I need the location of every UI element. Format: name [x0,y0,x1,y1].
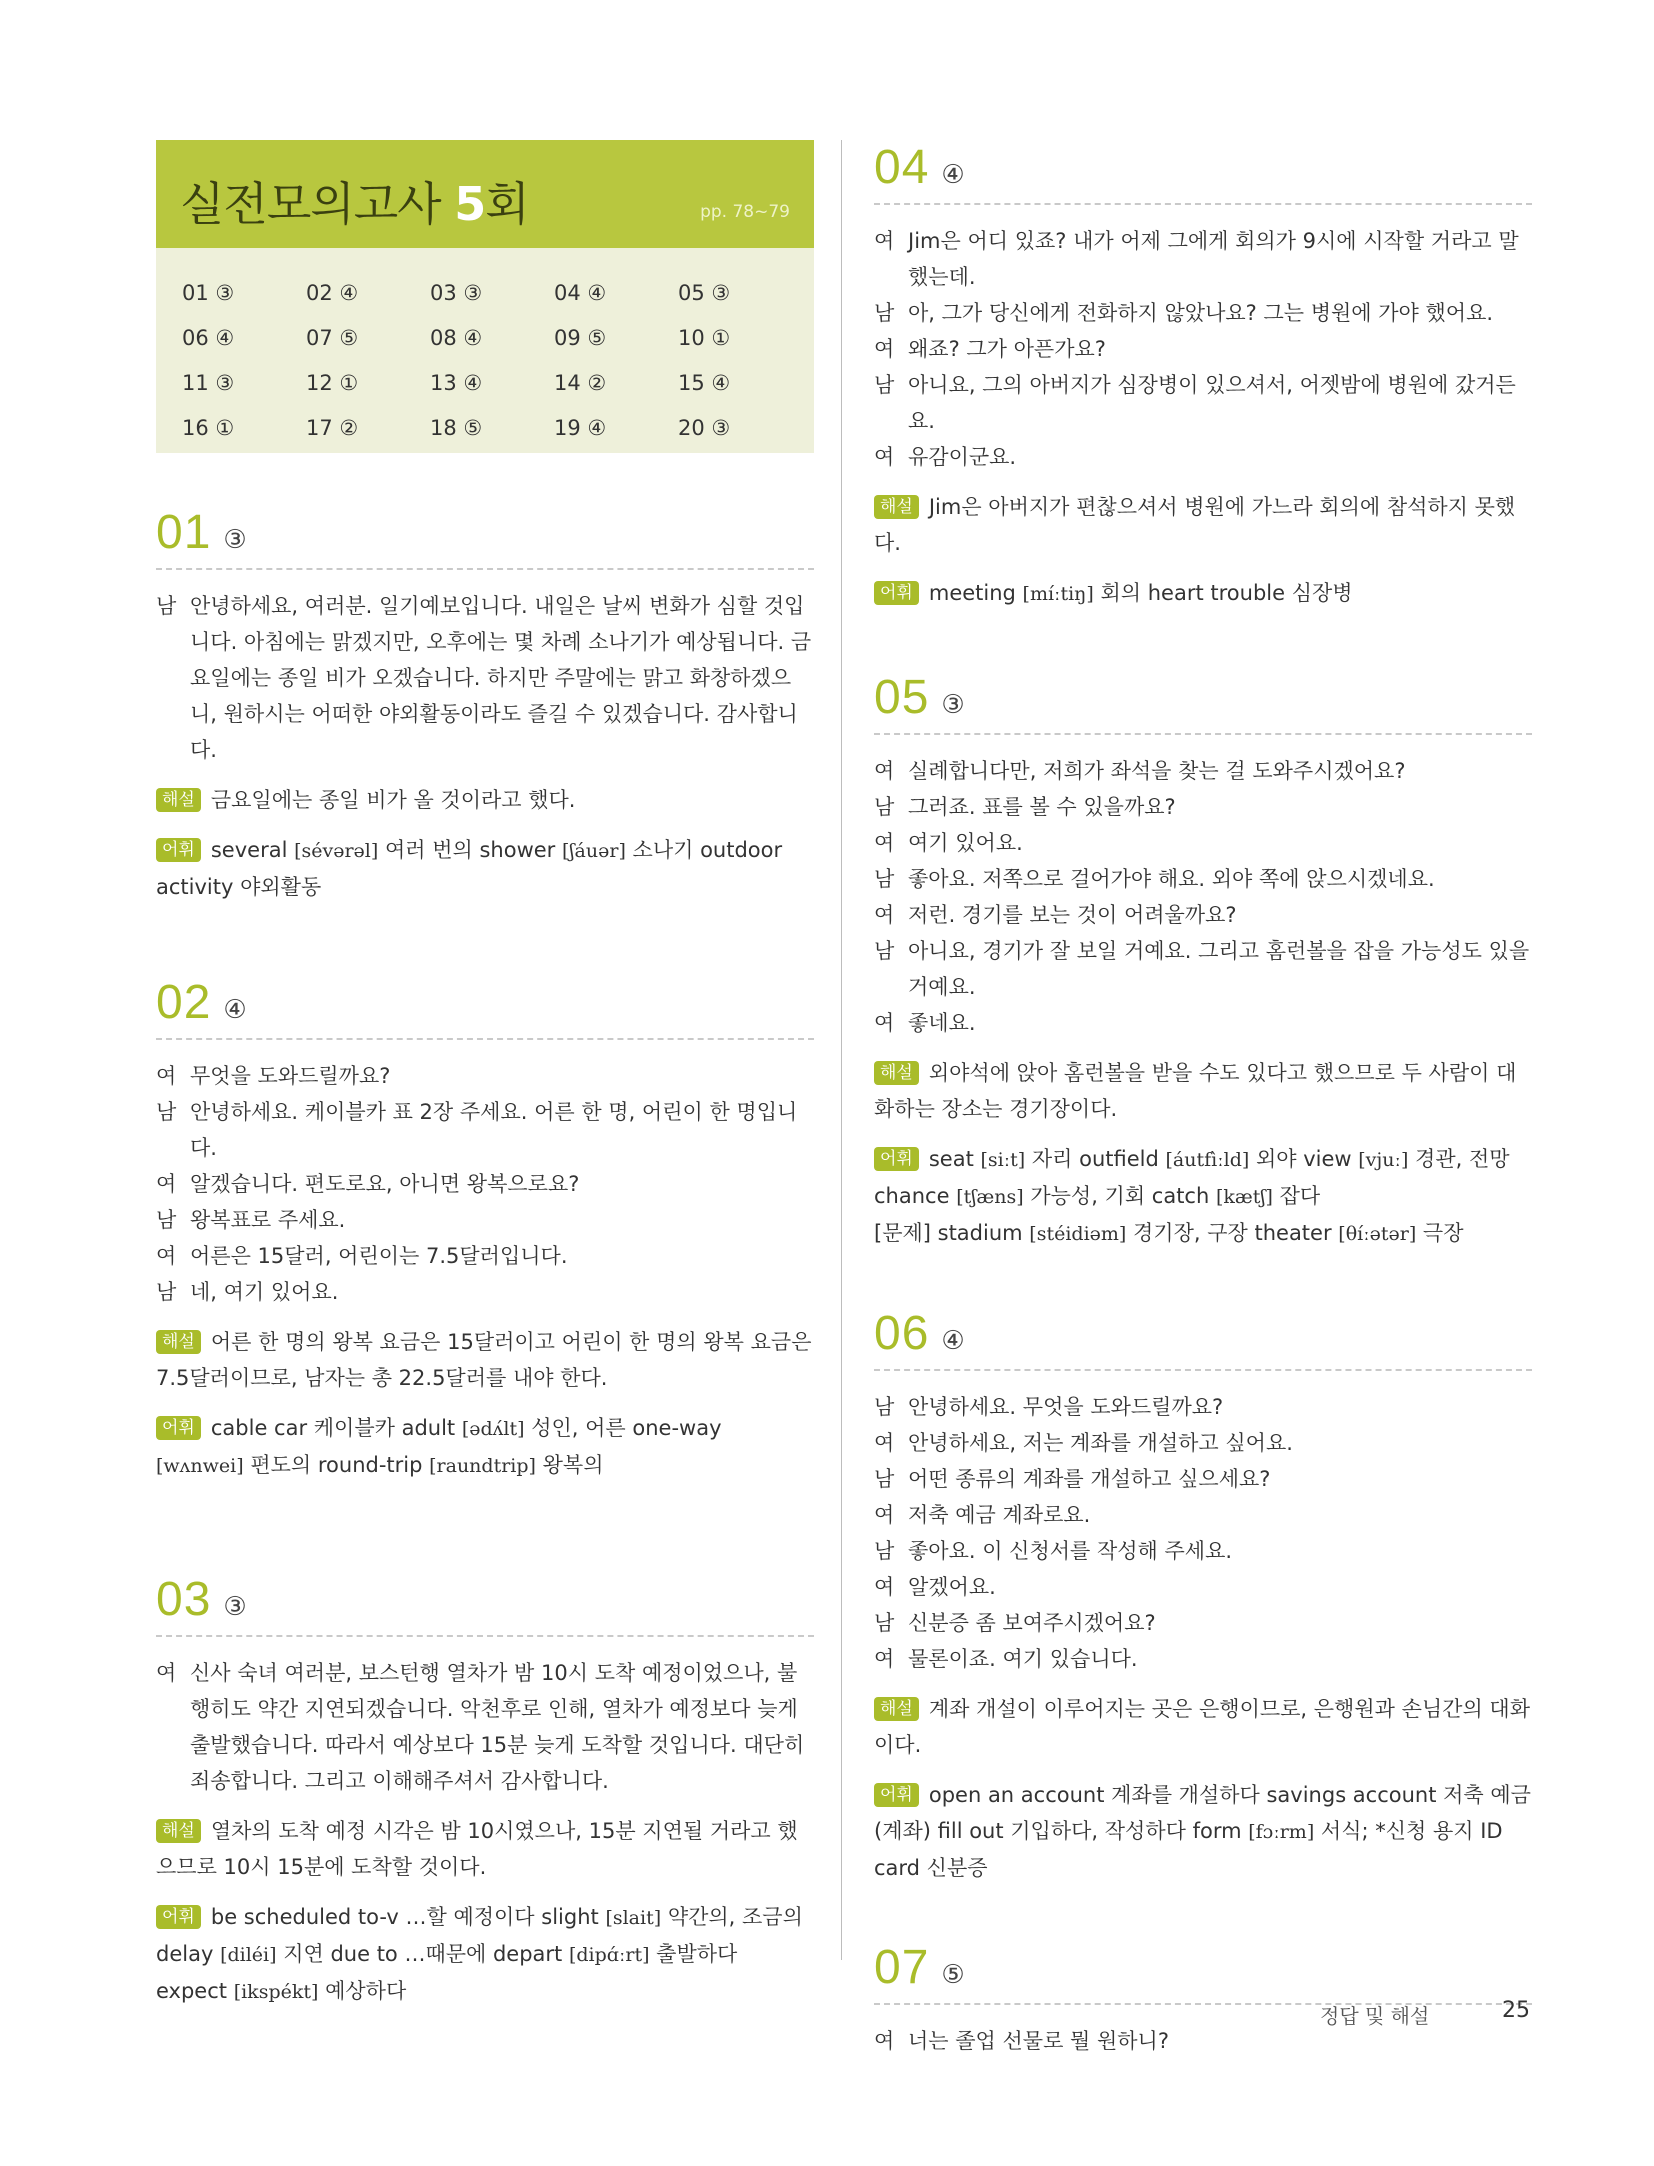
vocab-text: 지연 due to …때문에 depart [276,1942,569,1966]
explanation-text: 계좌 개설이 이루어지는 곳은 은행이므로, 은행원과 손님간의 대화이다. [874,1697,1530,1757]
speaker: 여 [156,1244,177,1268]
utterance: 신분증 좀 보여주시겠어요? [908,1611,1156,1635]
dashed-rule [874,203,1532,205]
utterance: 아니요, 그의 아버지가 심장병이 있으셔서, 어젯밤에 병원에 갔거든요. [908,373,1516,433]
answer-key-cell: 01 ③ [182,280,235,305]
phonetic: [sévərəl] [294,840,379,862]
speaker: 여 [874,1647,895,1671]
phonetic: [slait] [605,1907,662,1929]
dialogue-line [874,295,1532,331]
speaker: 남 [874,1395,895,1419]
utterance: 아니요, 경기가 잘 보일 거예요. 그리고 홈런볼을 잡을 가능성도 있을 거예요. [908,939,1530,999]
utterance: 물론이죠. 여기 있습니다. [908,1647,1138,1671]
phonetic: [vjuː] [1358,1149,1409,1171]
vocab-text: 외야 view [1249,1147,1359,1171]
question-answer: ④ [223,995,247,1025]
answer-key-cell: 04 ④ [554,280,607,305]
answer-key-cell: 17 ② [306,415,359,440]
dialogue-line [156,1166,814,1202]
utterance: 어떤 종류의 계좌를 개설하고 싶으세요? [908,1467,1271,1491]
dialogue-line [874,825,1532,861]
vocabulary-tag: 어휘 [874,1783,919,1807]
explanation-tag: 해설 [156,1819,201,1843]
question-heading [874,140,1532,195]
vocabulary-tag: 어휘 [156,1416,201,1440]
answer-key-cell: 08 ④ [430,325,483,350]
vocabulary-tag: 어휘 [156,1905,201,1929]
vocab-text: 경기장, 구장 theater [1126,1221,1339,1245]
explanation-text: 금요일에는 종일 비가 올 것이라고 했다. [210,788,576,812]
vocab-text: 자리 outfield [1025,1147,1166,1171]
dashed-rule [874,1369,1532,1371]
vocab-text: 예상하다 [318,1979,407,2003]
question-number: 02 [156,976,212,1029]
dashed-rule [156,568,814,570]
utterance: 저축 예금 계좌로요. [908,1503,1091,1527]
explanation-tag: 해설 [156,788,201,812]
answer-key-cell: 20 ③ [678,415,731,440]
dialogue-line [874,789,1532,825]
vocab-text: 성인, 어른 one-way [524,1416,722,1440]
phonetic: [fɔːrm] [1248,1821,1315,1843]
utterance: 무엇을 도와드릴까요? [190,1064,391,1088]
answer-key-cell: 15 ④ [678,370,731,395]
question-number: 03 [156,1573,212,1626]
explanation [156,1813,814,1885]
question-answer: ⑤ [941,1960,965,1990]
dashed-rule [156,1635,814,1637]
speaker: 여 [156,1172,177,1196]
utterance: 안녕하세요. 케이블카 표 2장 주세요. 어른 한 명, 어린이 한 명입니다. [190,1100,798,1160]
speaker: 남 [874,1539,895,1563]
dialogue-line [874,1605,1532,1641]
question-number: 05 [874,671,930,724]
answer-key-cell: 07 ⑤ [306,325,359,350]
answer-key-row [182,270,802,315]
utterance: 왜죠? 그가 아픈가요? [908,337,1106,361]
utterance: 여기 있어요. [908,831,1023,855]
dialogue-line [156,1655,814,1799]
answer-key-cell: 18 ⑤ [430,415,483,440]
question-07 [874,1940,1532,2059]
explanation-text: 외야석에 앉아 홈런볼을 받을 수도 있다고 했으므로 두 사람이 대화하는 장소는 경기장이다. [874,1061,1517,1121]
vocabulary [156,832,814,905]
answer-key-cell: 03 ③ [430,280,483,305]
speaker: 여 [874,229,895,253]
answer-key-cell: 19 ④ [554,415,607,440]
speaker: 남 [874,867,895,891]
answer-key-cell: 05 ③ [678,280,731,305]
dialogue-line [156,1238,814,1274]
utterance: 좋아요. 저쪽으로 걸어가야 해요. 외야 쪽에 앉으시겠네요. [908,867,1435,891]
phonetic: [wʌnwei] [156,1455,244,1477]
vocabulary [874,575,1532,612]
speaker: 여 [874,831,895,855]
right-column [874,140,1532,2059]
utterance: Jim은 어디 있죠? 내가 어제 그에게 회의가 9시에 시작할 거라고 말했는데. [908,229,1519,289]
explanation-text: 열차의 도착 예정 시각은 밤 10시였으나, 15분 지연될 거라고 했으므로 10시 15분에 도착할 것이다. [156,1819,798,1879]
question-answer: ④ [941,160,965,190]
utterance: 아, 그가 당신에게 전화하지 않았나요? 그는 병원에 가야 했어요. [908,301,1494,325]
explanation-tag: 해설 [874,1697,919,1721]
explanation [874,1691,1532,1763]
dialogue-line [874,1569,1532,1605]
utterance: 좋아요. 이 신청서를 작성해 주세요. [908,1539,1233,1563]
dialogue-line [874,1641,1532,1677]
dialogue-line [874,367,1532,439]
answer-key-header [156,140,814,248]
utterance: 어른은 15달러, 어린이는 7.5달러입니다. [190,1244,568,1268]
speaker: 남 [874,1611,895,1635]
phonetic: [siːt] [980,1149,1026,1171]
question-heading [156,505,814,560]
explanation-tag: 해설 [874,1061,919,1085]
speaker: 남 [156,1280,177,1304]
question-number: 01 [156,506,212,559]
utterance: 안녕하세요, 저는 계좌를 개설하고 싶어요. [908,1431,1293,1455]
vocab-text: open an account 계좌를 개설하다 savings account 저축 예금 (계좌) fill out 기입하다, 작성하다 form [874,1783,1531,1843]
utterance: 그러죠. 표를 볼 수 있을까요? [908,795,1176,819]
dialogue-line [874,439,1532,475]
question-02 [156,975,814,1484]
utterance: 저런. 경기를 보는 것이 어려울까요? [908,903,1237,927]
dialogue-line [874,1533,1532,1569]
answer-key-cell: 13 ④ [430,370,483,395]
question-03 [156,1572,814,2010]
vocab-text: 출발하다 expect [156,1942,738,2003]
vocab-text: 극장 [1416,1221,1464,1245]
dashed-rule [156,1038,814,1040]
question-answer: ③ [223,525,247,555]
vocabulary-tag: 어휘 [874,581,919,605]
dialogue-line [156,1274,814,1310]
page-number: 25 [1502,1998,1530,2023]
utterance: 안녕하세요. 무엇을 도와드릴까요? [908,1395,1224,1419]
speaker: 여 [874,1011,895,1035]
vocab-text: 가능성, 기회 catch [1023,1184,1216,1208]
vocab-text: 잡다 [1272,1184,1321,1208]
phonetic: [θíːətər] [1338,1223,1417,1245]
question-04 [874,140,1532,612]
vocab-text: [문제] stadium [874,1221,1030,1245]
dialogue-line [156,1202,814,1238]
vocab-text: 회의 heart trouble 심장병 [1093,581,1353,605]
answer-key-box [156,140,814,453]
answer-key-cell: 10 ① [678,325,731,350]
question-heading [874,1940,1532,1995]
question-06 [874,1306,1532,1886]
dialogue-line [874,1389,1532,1425]
question-heading [874,670,1532,725]
vocabulary [874,1777,1532,1886]
answer-key-row [182,360,802,405]
utterance: 너는 졸업 선물로 뭘 원하니? [908,2029,1169,2053]
explanation-tag: 해설 [874,495,919,519]
question-heading [874,1306,1532,1361]
phonetic: [áutfìːld] [1165,1149,1250,1171]
question-01 [156,505,814,905]
vocabulary [156,1410,814,1484]
dashed-rule [874,2003,1532,2005]
dialogue-line [874,753,1532,789]
utterance: 신사 숙녀 여러분, 보스턴행 열차가 밤 10시 도착 예정이었으나, 불행히도 약간 지연되겠습니다. 악천후로 인해, 열차가 예정보다 늦게 출발했습니다. 따라서 예상보다 15분 늦게 도착할 것입니다. 대단히 죄송합니다. 그리고 이해해주셔서 감사합니다. [190,1661,805,1793]
explanation-text: Jim은 아버지가 편찮으셔서 병원에 가느라 회의에 참석하지 못했다. [874,495,1516,555]
speaker: 남 [156,1100,177,1124]
column-divider [841,140,842,1960]
question-number: 07 [874,1941,930,1994]
explanation [156,1324,814,1396]
explanation-text: 어른 한 명의 왕복 요금은 15달러이고 어린이 한 명의 왕복 요금은 7.5달러이므로, 남자는 총 22.5달러를 내야 한다. [156,1330,812,1390]
explanation [156,782,814,818]
vocab-text: 여러 번의 shower [378,838,562,862]
utterance: 안녕하세요, 여러분. 일기예보입니다. 내일은 날씨 변화가 심할 것입니다. 아침에는 맑겠지만, 오후에는 몇 차례 소나기가 예상됩니다. 금요일에는 종일 비가 오겠습니다. 하지만 주말에는 맑고 화창하겠으니, 원하시는 어떠한 야외활동이라도 즐길 수 있겠습니다. 감사합니다. [190,594,812,762]
dashed-rule [874,733,1532,735]
dialogue-line [156,1058,814,1094]
vocab-text: 서식; *신청 용지 ID card 신분증 [874,1819,1503,1880]
dialogue-line [874,861,1532,897]
utterance: 유감이군요. [908,445,1017,469]
phonetic: [ədʌ́lt] [461,1418,525,1440]
speaker: 남 [156,594,177,618]
answer-key-cell: 11 ③ [182,370,235,395]
speaker: 여 [874,337,895,361]
speaker: 여 [874,1431,895,1455]
vocabulary [874,1141,1532,1252]
utterance: 왕복표로 주세요. [190,1208,346,1232]
phonetic: [ʃáuər] [561,840,626,862]
speaker: 남 [874,795,895,819]
question-answer: ④ [941,1326,965,1356]
vocab-text: 편도의 round-trip [243,1453,430,1477]
vocab-text: 약간의, 조금의 delay [156,1905,803,1966]
phonetic: [tʃæns] [956,1186,1024,1208]
speaker: 남 [874,1467,895,1491]
phonetic: [diléi] [220,1944,277,1966]
explanation-tag: 해설 [156,1330,201,1354]
answer-key-grid [182,270,802,450]
phonetic: [ikspékt] [233,1981,319,2003]
dialogue-line [156,1094,814,1166]
speaker: 남 [156,1208,177,1232]
vocabulary-tag: 어휘 [156,838,201,862]
vocab-text: 왕복의 [535,1453,604,1477]
vocab-text: several [210,838,295,862]
question-answer: ③ [941,690,965,720]
vocabulary-tag: 어휘 [874,1147,919,1171]
answer-key-title: 실전모의고사 5회 [180,177,529,231]
speaker: 여 [874,903,895,927]
phonetic: [kætʃ] [1215,1186,1273,1208]
dialogue-line [874,223,1532,295]
speaker: 여 [874,1503,895,1527]
dialogue-line [156,588,814,768]
question-answer: ③ [223,1592,247,1622]
dialogue-line [874,1005,1532,1041]
phonetic: [raundtrip] [429,1455,536,1477]
dialogue-line [874,897,1532,933]
speaker: 여 [156,1064,177,1088]
dialogue-line [874,933,1532,1005]
answer-key-cell: 06 ④ [182,325,235,350]
question-05 [874,670,1532,1252]
question-number: 06 [874,1307,930,1360]
answer-key-pages: pp. 78~79 [700,202,790,222]
dialogue-line [874,2023,1532,2059]
vocab-text: seat [928,1147,981,1171]
vocab-text: 소나기 outdoor activity 야외활동 [156,838,783,899]
speaker: 여 [874,1575,895,1599]
speaker: 여 [874,445,895,469]
phonetic: [míːtiŋ] [1022,583,1094,605]
vocabulary [156,1899,814,2010]
dialogue-line [874,1461,1532,1497]
utterance: 알겠습니다. 편도로요, 아니면 왕복으로요? [190,1172,580,1196]
answer-key-row [182,315,802,360]
explanation [874,489,1532,561]
question-heading [156,975,814,1030]
answer-key-row [182,405,802,450]
dialogue-line [874,331,1532,367]
vocab-text: be scheduled to-v …할 예정이다 slight [210,1905,606,1929]
speaker: 여 [874,2029,895,2053]
speaker: 남 [874,939,895,963]
dialogue-line [874,1497,1532,1533]
answer-key-cell: 02 ④ [306,280,359,305]
vocab-text: cable car 케이블카 adult [210,1416,462,1440]
footer-section-label: 정답 및 해설 [1320,2004,1430,2028]
speaker: 여 [156,1661,177,1685]
answer-key-cell: 12 ① [306,370,359,395]
phonetic: [dipɑ́ːrt] [568,1944,650,1966]
speaker: 여 [874,759,895,783]
dialogue-line [874,1425,1532,1461]
answer-key-cell: 09 ⑤ [554,325,607,350]
phonetic: [stéidiəm] [1029,1223,1127,1245]
answer-key-cell: 16 ① [182,415,235,440]
utterance: 네, 여기 있어요. [190,1280,339,1304]
vocab-text: 경관, 전망 chance [874,1147,1510,1208]
speaker: 남 [874,301,895,325]
utterance: 실례합니다만, 저희가 좌석을 찾는 걸 도와주시겠어요? [908,759,1406,783]
vocab-text: meeting [928,581,1023,605]
speaker: 남 [874,373,895,397]
explanation [874,1055,1532,1127]
left-column [156,140,814,2010]
answer-key-cell: 14 ② [554,370,607,395]
question-number: 04 [874,141,930,194]
utterance: 좋네요. [908,1011,976,1035]
utterance: 알겠어요. [908,1575,996,1599]
question-heading [156,1572,814,1627]
